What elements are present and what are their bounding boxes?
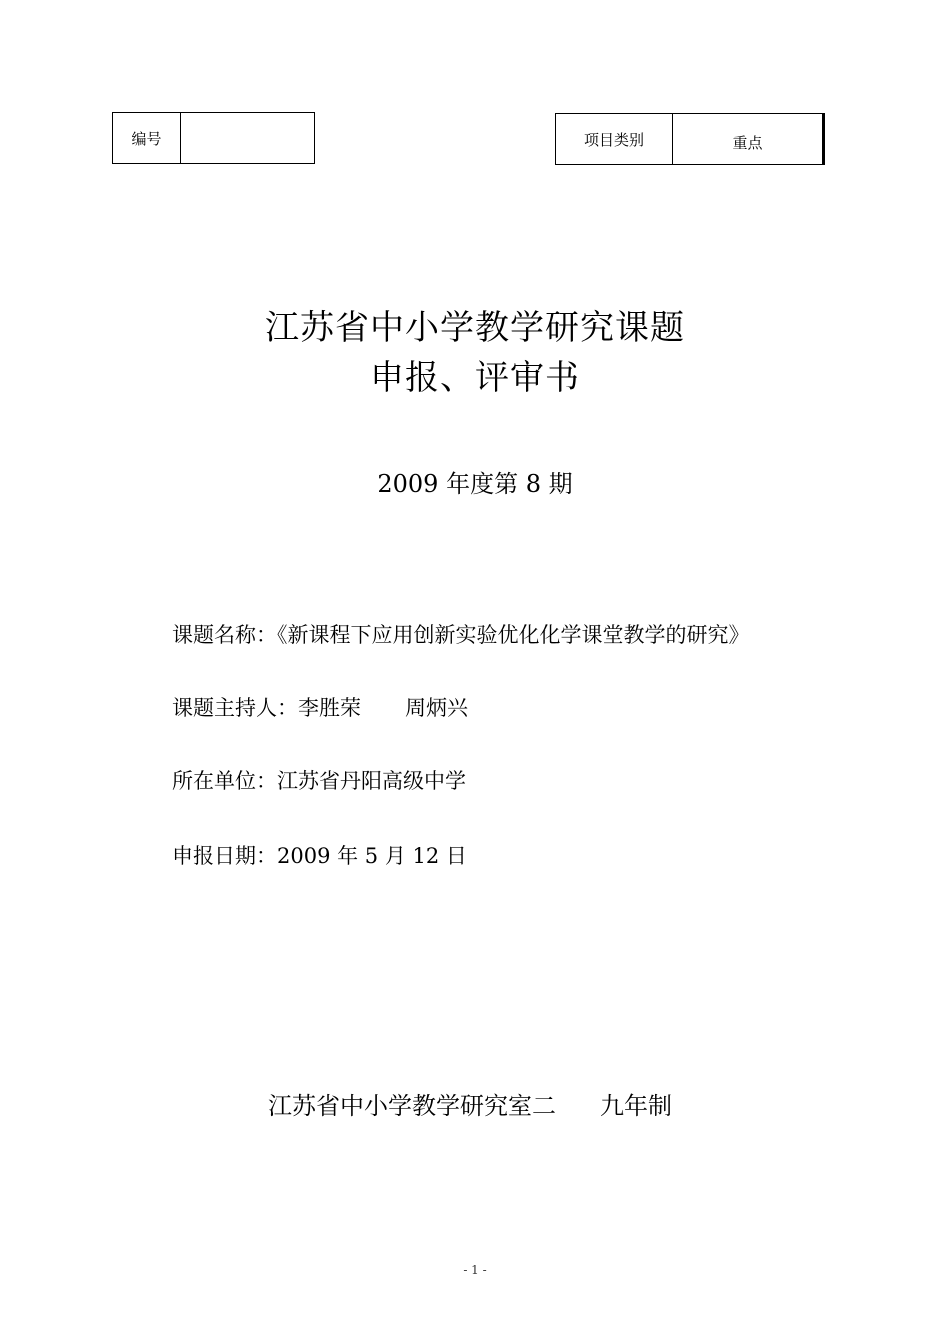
number-box [112,112,315,164]
period-text: 2009 年度第 8 期 [377,470,573,498]
footer-org-part2: 九年制 [600,1092,672,1120]
topic-row [172,619,750,649]
host-name-1: 李胜荣 [298,696,361,720]
host-label: 课题主持人： [172,696,298,720]
unit-label: 所在单位： [172,769,277,793]
number-label: 编号 [113,113,181,163]
unit-row [172,765,466,795]
footer-organization [268,1086,672,1121]
document-title-line1: 江苏省中小学教学研究课题 [265,308,685,348]
date-row [172,840,467,870]
date-label: 申报日期： [172,844,277,868]
date-value: 2009 年 5 月 12 日 [277,844,467,868]
topic-value: 《新课程下应用创新实验优化化学课堂教学的研究》 [277,623,750,647]
host-row [172,692,468,722]
category-value: 重点 [732,133,763,152]
page-number: - 1 - [463,1263,487,1277]
category-label: 项目类别 [556,114,673,164]
number-value [181,113,314,163]
topic-label: 课题名称： [172,623,277,647]
host-name-2: 周炳兴 [405,696,468,720]
document-title-line2: 申报、评审书 [370,358,580,398]
footer-org-part1: 江苏省中小学教学研究室二 [268,1092,556,1120]
unit-value: 江苏省丹阳高级中学 [277,769,466,793]
category-box [555,113,825,165]
